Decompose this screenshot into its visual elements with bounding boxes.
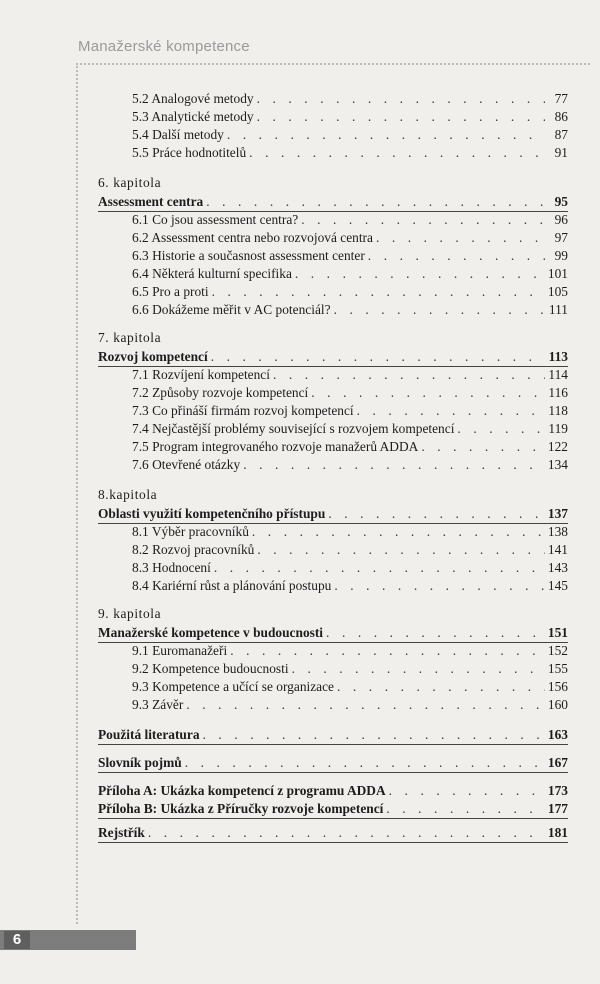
toc-page-number: 152 — [547, 643, 568, 658]
toc-page-number: 137 — [547, 506, 568, 521]
toc-entry-title: 6.5 Pro a proti — [132, 284, 209, 299]
toc-page-number: 95 — [554, 194, 568, 209]
dot-leader — [257, 541, 545, 559]
toc-page-number: 96 — [554, 212, 568, 227]
toc-page-number: 105 — [547, 284, 568, 299]
toc-entry-title: 6.4 Některá kulturní specifika — [132, 266, 292, 281]
dot-leader — [249, 144, 545, 162]
dot-leader — [334, 577, 545, 595]
dot-leader — [230, 642, 545, 660]
toc-entry-title: 8.2 Rozvoj pracovníků — [132, 542, 255, 557]
toc-page-number: 99 — [554, 248, 568, 263]
toc-page-number: 91 — [554, 145, 568, 160]
toc-entry[interactable] — [132, 211, 568, 229]
dot-leader — [211, 348, 545, 366]
toc-page-number: 145 — [547, 578, 568, 593]
toc-entry-title: Assessment centra — [98, 194, 204, 209]
toc-section-entry[interactable] — [98, 782, 568, 800]
section-rule — [98, 366, 568, 367]
toc-page-number: 163 — [547, 727, 568, 742]
dot-leader — [212, 283, 545, 301]
dot-leader — [295, 265, 545, 283]
toc-entry[interactable] — [132, 456, 568, 474]
toc-page-number: 86 — [554, 109, 568, 124]
toc-page-number: 119 — [548, 421, 568, 436]
toc-entry-title: 7.3 Co přináší firmám rozvoj kompetencí — [132, 403, 354, 418]
toc-page-number: 156 — [547, 679, 568, 694]
toc-page-number: 181 — [547, 825, 568, 840]
toc-entry[interactable] — [132, 523, 568, 541]
toc-entry[interactable] — [132, 265, 568, 283]
toc-entry-title: 8.1 Výběr pracovníků — [132, 524, 249, 539]
toc-entry-title: 8.4 Kariérní růst a plánování postupu — [132, 578, 332, 593]
section-rule — [98, 744, 568, 745]
toc-section-entry[interactable] — [98, 348, 568, 366]
dot-leader — [227, 126, 545, 144]
dot-leader — [186, 696, 545, 714]
toc-page-number: 155 — [547, 661, 568, 676]
toc-entry-title: 6.2 Assessment centra nebo rozvojová centra — [132, 230, 373, 245]
toc-section-entry[interactable] — [98, 505, 568, 523]
running-header: Manažerské kompetence — [78, 38, 250, 55]
toc-entry[interactable] — [132, 90, 568, 108]
toc-section-entry[interactable] — [98, 193, 568, 211]
toc-entry-title: Rejstřík — [98, 825, 145, 840]
toc-section-entry[interactable] — [98, 624, 568, 642]
toc-entry[interactable] — [132, 301, 568, 319]
toc-entry[interactable] — [132, 229, 568, 247]
dot-leader — [337, 678, 545, 696]
toc-page-number: 97 — [554, 230, 568, 245]
toc-section-entry[interactable] — [98, 800, 568, 818]
section-rule — [98, 818, 568, 819]
page-number: 6 — [4, 931, 30, 949]
dot-leader — [185, 754, 545, 772]
dot-leader — [148, 824, 545, 842]
dot-leader — [328, 505, 545, 523]
dot-leader — [368, 247, 545, 265]
toc-entry[interactable] — [132, 577, 568, 595]
margin-rule — [76, 63, 78, 924]
chapter-label: 9. kapitola — [98, 606, 162, 621]
dot-leader — [252, 523, 545, 541]
toc-entry[interactable] — [132, 642, 568, 660]
toc-entry-title: 6.3 Historie a současnost assessment center — [132, 248, 365, 263]
toc-entry[interactable] — [132, 660, 568, 678]
toc-entry-title: 5.3 Analytické metody — [132, 109, 254, 124]
toc-page-number: 141 — [547, 542, 568, 557]
section-rule — [98, 211, 568, 212]
toc-page-number: 160 — [547, 697, 568, 712]
dot-leader — [243, 456, 545, 474]
dot-leader — [206, 193, 545, 211]
dot-leader — [376, 229, 545, 247]
section-rule — [98, 523, 568, 524]
toc-page-number: 167 — [547, 755, 568, 770]
toc-entry[interactable] — [132, 696, 568, 714]
toc-entry-title: Příloha A: Ukázka kompetencí z programu ADDA — [98, 783, 386, 798]
dot-leader — [357, 402, 545, 420]
dot-leader — [457, 420, 545, 438]
dot-leader — [311, 384, 545, 402]
toc-page-number: 116 — [548, 385, 568, 400]
toc-entry-title: 6.6 Dokážeme měřit v AC potenciál? — [132, 302, 331, 317]
toc-entry-title: 5.4 Další metody — [132, 127, 224, 142]
toc-section-entry[interactable] — [98, 754, 568, 772]
toc-section-entry[interactable] — [98, 726, 568, 744]
toc-entry-title: Rozvoj kompetencí — [98, 349, 208, 364]
dot-leader — [386, 800, 545, 818]
toc-entry-title: Použitá literatura — [98, 727, 200, 742]
toc-entry-title: 9.1 Euromanažeři — [132, 643, 228, 658]
dot-leader — [301, 211, 545, 229]
toc-entry-title: Oblasti využití kompetenčního přístupu — [98, 506, 326, 521]
chapter-label: 8.kapitola — [98, 487, 158, 502]
toc-entry-title: Manažerské kompetence v budoucnosti — [98, 625, 324, 640]
chapter-label: 6. kapitola — [98, 175, 162, 190]
toc-page-number: 173 — [547, 783, 568, 798]
dot-leader — [334, 301, 545, 319]
chapter-label: 7. kapitola — [98, 330, 162, 345]
toc-entry-title: 7.4 Nejčastější problémy související s rozvojem kompetencí — [132, 421, 455, 436]
toc-entry-title: Příloha B: Ukázka z Příručky rozvoje kompetencí — [98, 801, 384, 816]
toc-page-number: 177 — [547, 801, 568, 816]
toc-entry[interactable] — [132, 144, 568, 162]
toc-entry-title: 9.2 Kompetence budoucnosti — [132, 661, 289, 676]
toc-entry[interactable] — [132, 420, 568, 438]
toc-page-number: 138 — [547, 524, 568, 539]
toc-section-entry[interactable] — [98, 824, 568, 842]
toc-page-number: 114 — [548, 367, 568, 382]
dot-leader — [421, 438, 545, 456]
dot-leader — [214, 559, 545, 577]
toc-entry[interactable] — [132, 678, 568, 696]
toc-entry[interactable] — [132, 108, 568, 126]
toc-entry-title: 7.5 Program integrovaného rozvoje manažerů ADDA — [132, 439, 419, 454]
dot-leader — [389, 782, 545, 800]
toc-entry[interactable] — [132, 384, 568, 402]
toc-entry-title: 5.2 Analogové metody — [132, 91, 254, 106]
header-rule — [76, 63, 590, 65]
toc-entry-title: 7.1 Rozvíjení kompetencí — [132, 367, 270, 382]
toc-entry-title: 7.2 Způsoby rozvoje kompetencí — [132, 385, 309, 400]
toc-entry[interactable] — [132, 126, 568, 144]
toc-page-number: 151 — [547, 625, 568, 640]
dot-leader — [326, 624, 545, 642]
toc-entry[interactable] — [132, 247, 568, 265]
toc-page-number: 77 — [554, 91, 568, 106]
dot-leader — [273, 366, 545, 384]
toc-entry-title: 9.3 Závěr — [132, 697, 184, 712]
dot-leader — [257, 90, 545, 108]
toc-entry-title: 7.6 Otevřené otázky — [132, 457, 241, 472]
section-rule — [98, 642, 568, 643]
toc-page-number: 113 — [548, 349, 568, 364]
toc-entry[interactable] — [132, 366, 568, 384]
toc-page-number: 87 — [554, 127, 568, 142]
toc-entry-title: Slovník pojmů — [98, 755, 182, 770]
toc-page-number: 118 — [548, 403, 568, 418]
toc-entry-title: 8.3 Hodnocení — [132, 560, 211, 575]
toc-page-number: 101 — [547, 266, 568, 281]
toc-entry-title: 9.3 Kompetence a učící se organizace — [132, 679, 335, 694]
toc-entry[interactable] — [132, 541, 568, 559]
toc-entry-title: 5.5 Práce hodnotitelů — [132, 145, 247, 160]
toc-entry-title: 6.1 Co jsou assessment centra? — [132, 212, 299, 227]
toc-page-number: 122 — [547, 439, 568, 454]
dot-leader — [292, 660, 545, 678]
toc-entry[interactable] — [132, 283, 568, 301]
page-number-bar — [0, 930, 136, 950]
toc-page-number: 134 — [547, 457, 568, 472]
toc-entry[interactable] — [132, 402, 568, 420]
section-rule — [98, 772, 568, 773]
toc-page-number: 111 — [548, 302, 568, 317]
section-rule — [98, 842, 568, 843]
dot-leader — [257, 108, 545, 126]
toc-entry[interactable] — [132, 438, 568, 456]
dot-leader — [203, 726, 545, 744]
toc-entry[interactable] — [132, 559, 568, 577]
toc-page-number: 143 — [547, 560, 568, 575]
